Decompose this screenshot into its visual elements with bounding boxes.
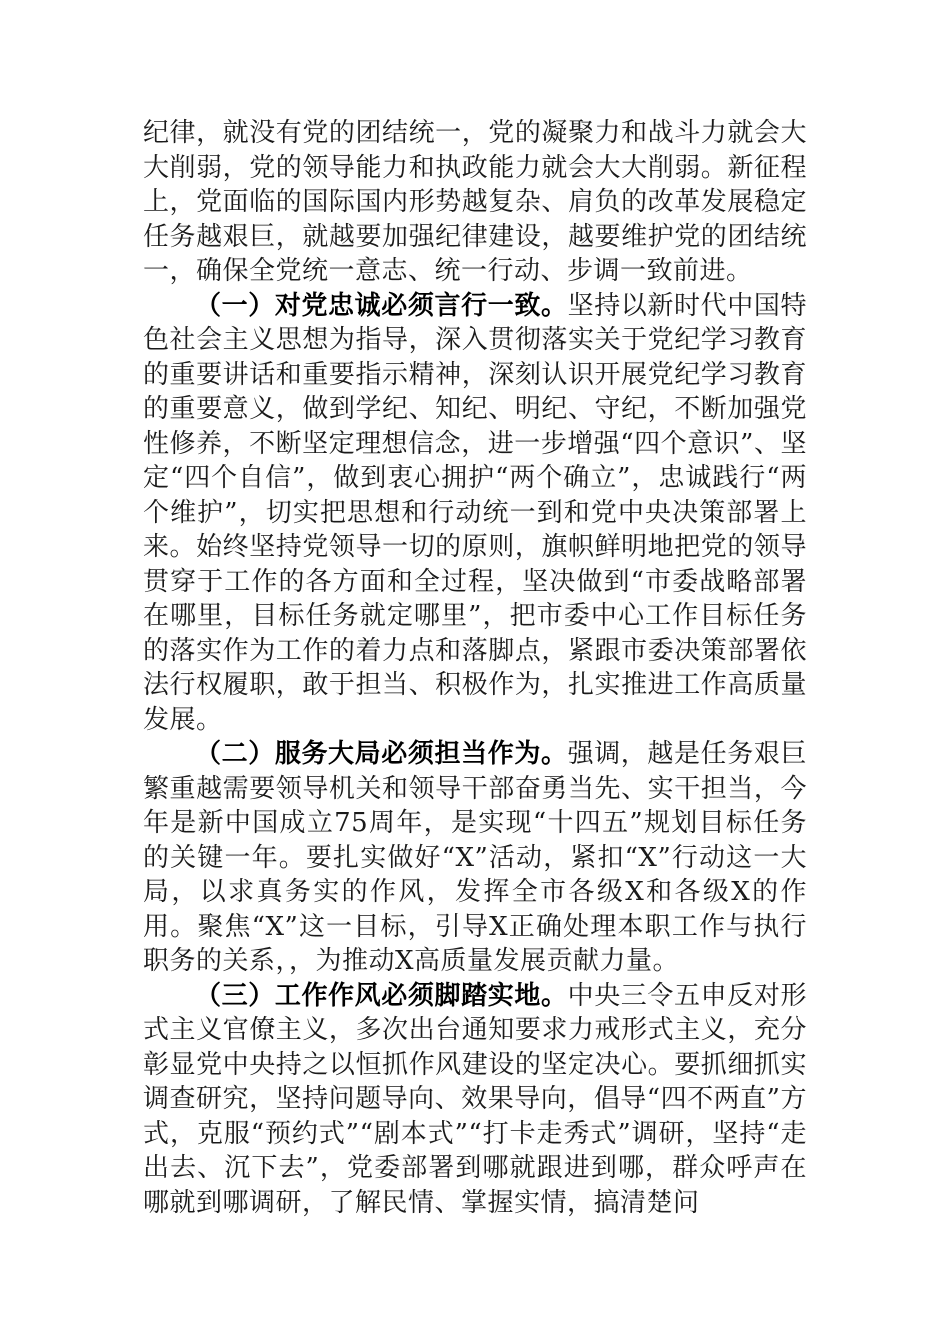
paragraph-section-1 <box>143 289 807 738</box>
paragraph-text: 中央三令五申反对形式主义官僚主义，多次出台通知要求力戒形式主义，充分彰显党中央持之以恒抓作风建设的坚定决心。要抓细抓实调查研究，坚持问题导向、效果导向，倡导“四不两直”方式，克服“预约式”“剧本式”“打卡走秀式”调研，坚持“走出去、沉下去”，党委部署到哪就跟进到哪，群众呼声在哪就到哪调研，了解民情、掌握实情，搞清楚问 <box>143 980 807 1218</box>
document-body <box>143 116 807 1220</box>
section-heading: （二）服务大局必须担当作为。 <box>195 739 568 769</box>
paragraph-text: 纪律，就没有党的团结统一，党的凝聚力和战斗力就会大大削弱，党的领导能力和执政能力就会大大削弱。新征程上，党面临的国际国内形势越复杂、肩负的改革发展稳定任务越艰巨，就越要加强纪律建设，越要维护党的团结统一，确保全党统一意志、统一行动、步调一致前进。 <box>143 118 807 286</box>
paragraph-intro <box>143 116 807 289</box>
section-heading: （一）对党忠诚必须言行一致。 <box>195 290 568 321</box>
paragraph-text: 坚持以新时代中国特色社会主义思想为指导，深入贯彻落实关于党纪学习教育的重要讲话和重要指示精神，深刻认识开展党纪学习教育的重要意义，做到学纪、知纪、明纪、守纪，不断加强党性修养，不断坚定理想信念，进一步增强“四个意识”、坚定“四个自信”，做到衷心拥护“两个确立”，忠诚践行“两个维护”，切实把思想和行动统一到和党中央决策部署上来。始终坚持党领导一切的原则，旗帜鲜明地把党的领导贯穿于工作的各方面和全过程，坚决做到“市委战略部署在哪里，目标任务就定哪里”，把市委中心工作目标任务的落实作为工作的着力点和落脚点，紧跟市委决策部署依法行权履职，敢于担当、积极作为，扎实推进工作高质量发展。 <box>143 290 807 735</box>
paragraph-text: 强调，越是任务艰巨繁重越需要领导机关和领导干部奋勇当先、实干担当，今年是新中国成立75周年，是实现“十四五”规划目标任务的关键一年。要扎实做好“X”活动，紧扣“X”行动这一大局，以求真务实的作风，发挥全市各级X和各级X的作用。聚焦“X”这一目标，引导X正确处理本职工作与执行职务的关系，，为推动X高质量发展贡献力量。 <box>143 739 807 976</box>
section-heading: （三）工作作风必须脚踏实地。 <box>195 980 568 1011</box>
paragraph-section-2 <box>143 737 807 979</box>
paragraph-section-3 <box>143 979 807 1221</box>
